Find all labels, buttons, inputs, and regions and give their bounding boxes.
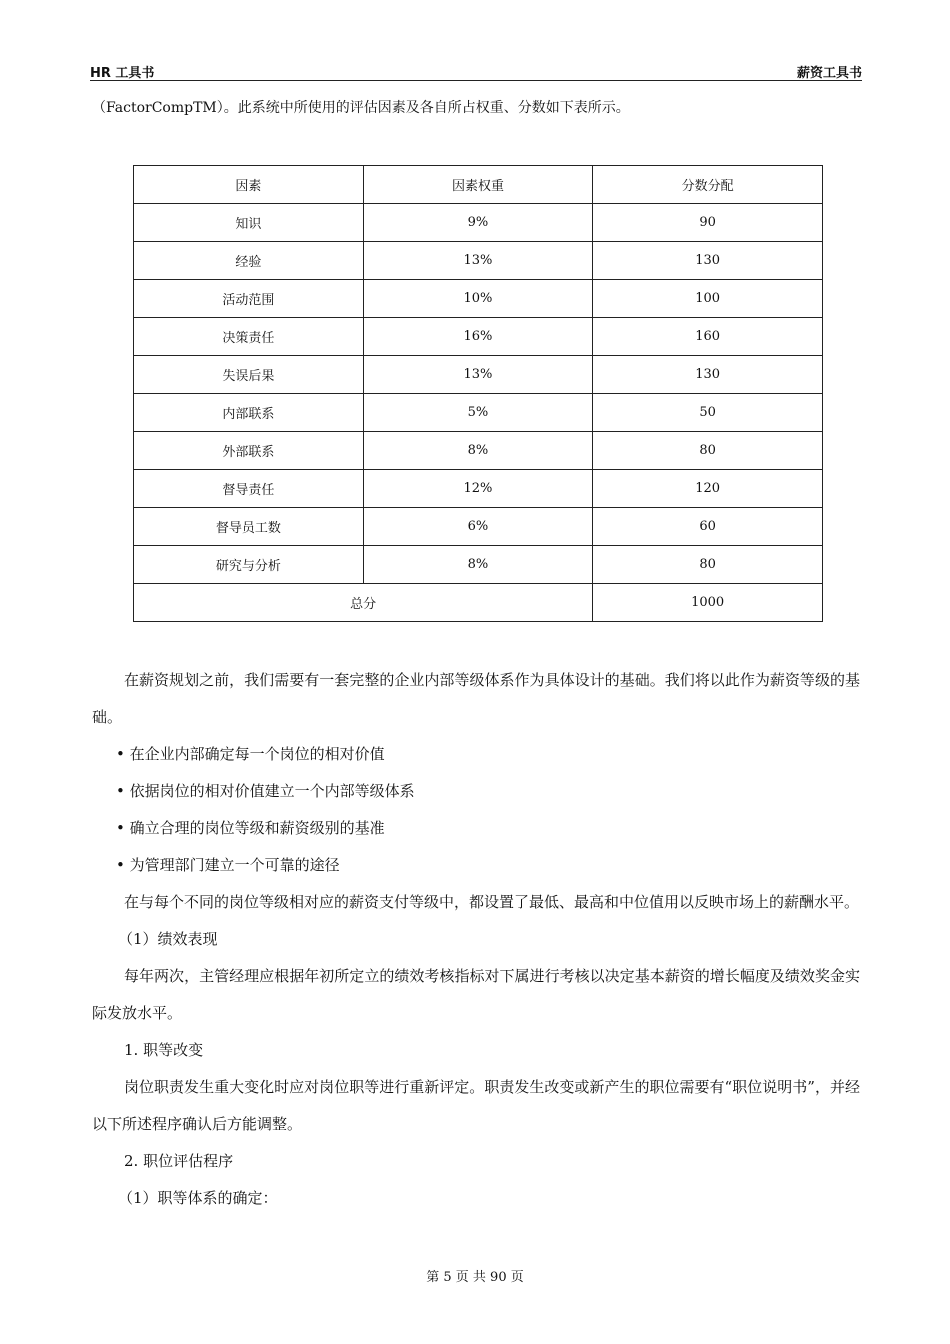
bullet-item: • 确立合理的岗位等级和薪资级别的基准 (116, 819, 385, 837)
score-cell: 50 (593, 394, 823, 432)
section-heading: 1. 职等改变 (124, 1041, 204, 1059)
weight-cell: 5% (363, 394, 593, 432)
weight-cell: 9% (363, 204, 593, 242)
weight-cell: 12% (363, 470, 593, 508)
weight-cell: 6% (363, 508, 593, 546)
table-row (134, 318, 823, 356)
factor-cell: 外部联系 (134, 432, 364, 470)
table-row (134, 508, 823, 546)
table-row (134, 546, 823, 584)
header-left-title: HR 工具书 (90, 66, 155, 81)
factor-cell: 督导责任 (134, 470, 364, 508)
score-cell: 80 (593, 546, 823, 584)
factor-cell: 经验 (134, 242, 364, 280)
score-cell: 80 (593, 432, 823, 470)
bullet-item: • 为管理部门建立一个可靠的途径 (116, 856, 340, 874)
table-header-row (134, 166, 823, 204)
section-heading: （1）职等体系的确定： (118, 1189, 278, 1207)
table-row (134, 204, 823, 242)
table-total-row (134, 584, 823, 622)
total-label-cell: 总分 (134, 584, 593, 622)
bullet-item: • 在企业内部确定每一个岗位的相对价值 (116, 745, 385, 763)
factor-cell: 督导员工数 (134, 508, 364, 546)
score-cell: 60 (593, 508, 823, 546)
score-cell: 90 (593, 204, 823, 242)
column-header-factor: 因素 (134, 166, 364, 204)
table-row (134, 394, 823, 432)
column-header-weight: 因素权重 (363, 166, 593, 204)
weight-cell: 10% (363, 280, 593, 318)
body-text (92, 662, 860, 1217)
total-value-cell: 1000 (593, 584, 823, 622)
score-cell: 100 (593, 280, 823, 318)
factor-cell: 决策责任 (134, 318, 364, 356)
page-footer: 第 5 页 共 90 页 (426, 1270, 524, 1285)
section-heading: 2. 职位评估程序 (124, 1152, 234, 1170)
page-header (90, 60, 862, 81)
section-heading: （1）绩效表现 (118, 930, 218, 948)
intro-text: （FactorCompTM）。此系统中所使用的评估因素及各自所占权重、分数如下表所示。 (92, 100, 630, 116)
weight-cell: 16% (363, 318, 593, 356)
weight-cell: 13% (363, 356, 593, 394)
score-cell: 120 (593, 470, 823, 508)
paragraph: 每年两次，主管经理应根据年初所定立的绩效考核指标对下属进行考核以决定基本薪资的增长幅度及绩效奖金实际发放水平。 (92, 967, 860, 1022)
weight-cell: 8% (363, 546, 593, 584)
factor-cell: 知识 (134, 204, 364, 242)
table-row (134, 432, 823, 470)
score-cell: 130 (593, 356, 823, 394)
factor-table (133, 165, 823, 622)
table-row (134, 242, 823, 280)
bullet-item: • 依据岗位的相对价值建立一个内部等级体系 (116, 782, 415, 800)
table-row (134, 470, 823, 508)
factor-cell: 活动范围 (134, 280, 364, 318)
factor-cell: 失误后果 (134, 356, 364, 394)
paragraph: 岗位职责发生重大变化时应对岗位职等进行重新评定。职责发生改变或新产生的职位需要有“职位说明书”，并经以下所述程序确认后方能调整。 (92, 1078, 860, 1133)
score-cell: 160 (593, 318, 823, 356)
score-cell: 130 (593, 242, 823, 280)
column-header-score: 分数分配 (593, 166, 823, 204)
weight-cell: 8% (363, 432, 593, 470)
factor-cell: 研究与分析 (134, 546, 364, 584)
header-right-title: 薪资工具书 (796, 66, 862, 81)
weight-cell: 13% (363, 242, 593, 280)
table-row (134, 356, 823, 394)
factor-cell: 内部联系 (134, 394, 364, 432)
paragraph: 在薪资规划之前，我们需要有一套完整的企业内部等级体系作为具体设计的基础。我们将以此作为薪资等级的基础。 (92, 671, 860, 726)
paragraph: 在与每个不同的岗位等级相对应的薪资支付等级中，都设置了最低、最高和中位值用以反映市场上的薪酬水平。 (124, 893, 860, 911)
table-row (134, 280, 823, 318)
